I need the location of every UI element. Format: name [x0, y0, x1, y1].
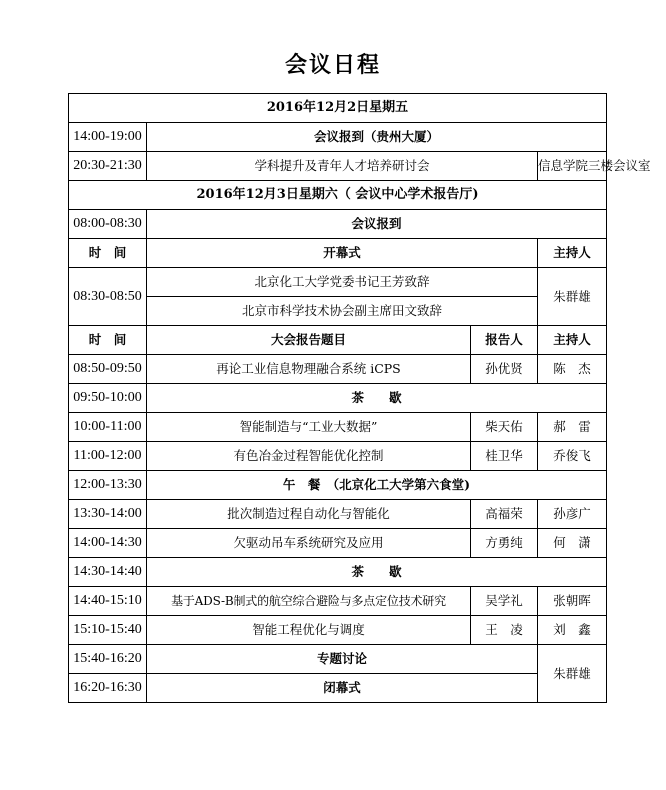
speech-cell: 北京市科学技术协会副主席田文致辞 — [147, 297, 538, 326]
reporter-header: 报告人 — [471, 326, 538, 355]
topic-cell: 基于ADS-B制式的航空综合避险与多点定位技术研究 — [147, 587, 471, 616]
time-cell: 09:50-10:00 — [69, 384, 147, 413]
day1-date-row — [69, 94, 607, 123]
topic-cell: 批次制造过程自动化与智能化 — [147, 500, 471, 529]
plenary-header-row — [69, 326, 607, 355]
table-row — [69, 123, 607, 152]
opening-title: 开幕式 — [147, 239, 538, 268]
table-row — [69, 616, 607, 645]
table-row — [69, 297, 607, 326]
time-cell: 12:00-13:30 — [69, 471, 147, 500]
reporter-cell: 高福荣 — [471, 500, 538, 529]
host-cell: 朱群雄 — [538, 645, 607, 703]
reporter-cell: 王 凌 — [471, 616, 538, 645]
time-header: 时 间 — [69, 239, 147, 268]
time-cell: 08:00-08:30 — [69, 210, 147, 239]
reporter-cell: 柴天佑 — [471, 413, 538, 442]
schedule-table — [68, 93, 651, 703]
topic-cell: 智能工程优化与调度 — [147, 616, 471, 645]
table-row — [69, 471, 607, 500]
time-cell: 16:20-16:30 — [69, 674, 147, 703]
time-cell: 14:30-14:40 — [69, 558, 147, 587]
closing-cell: 闭幕式 — [147, 674, 538, 703]
time-cell: 13:30-14:00 — [69, 500, 147, 529]
session-cell: 学科提升及青年人才培养研讨会 — [147, 152, 538, 181]
venue-cell: 信息学院三楼会议室 — [538, 152, 607, 181]
discussion-cell: 专题讨论 — [147, 645, 538, 674]
session-cell: 会议报到 — [147, 210, 607, 239]
topic-header: 大会报告题目 — [147, 326, 471, 355]
table-row — [69, 413, 607, 442]
session-cell: 会议报到（贵州大厦） — [147, 123, 607, 152]
table-row — [69, 645, 607, 674]
reporter-cell: 方勇纯 — [471, 529, 538, 558]
host-cell: 朱群雄 — [538, 268, 607, 326]
host-header: 主持人 — [538, 239, 607, 268]
host-cell: 张朝晖 — [538, 587, 607, 616]
day1-date: 2016年12月2日星期五 — [69, 94, 607, 123]
time-cell: 15:40-16:20 — [69, 645, 147, 674]
topic-cell: 智能制造与“工业大数据” — [147, 413, 471, 442]
time-cell: 08:30-08:50 — [69, 268, 147, 326]
opening-header-row — [69, 239, 607, 268]
day2-date: 2016年12月3日星期六（ 会议中心学术报告厅) — [69, 181, 607, 210]
table-row — [69, 500, 607, 529]
lunch-cell: 午 餐 （北京化工大学第六食堂) — [147, 471, 607, 500]
table-row — [69, 152, 607, 181]
host-cell: 何 潇 — [538, 529, 607, 558]
table-row — [69, 355, 607, 384]
time-cell: 08:50-09:50 — [69, 355, 147, 384]
table-row — [69, 558, 607, 587]
reporter-cell: 孙优贤 — [471, 355, 538, 384]
host-cell: 乔俊飞 — [538, 442, 607, 471]
host-cell: 陈 杰 — [538, 355, 607, 384]
time-cell: 14:00-19:00 — [69, 123, 147, 152]
time-cell: 11:00-12:00 — [69, 442, 147, 471]
break-cell: 茶 歇 — [147, 384, 607, 413]
host-cell: 郝 雷 — [538, 413, 607, 442]
table-row — [69, 210, 607, 239]
table-row — [69, 587, 607, 616]
table-row — [69, 384, 607, 413]
break-cell: 茶 歇 — [147, 558, 607, 587]
reporter-cell: 桂卫华 — [471, 442, 538, 471]
time-cell: 20:30-21:30 — [69, 152, 147, 181]
host-cell: 孙彦广 — [538, 500, 607, 529]
table-row — [69, 529, 607, 558]
time-cell: 14:40-15:10 — [69, 587, 147, 616]
time-cell: 15:10-15:40 — [69, 616, 147, 645]
speech-cell: 北京化工大学党委书记王芳致辞 — [147, 268, 538, 297]
topic-cell: 欠驱动吊车系统研究及应用 — [147, 529, 471, 558]
host-header: 主持人 — [538, 326, 607, 355]
table-row — [69, 674, 607, 703]
reporter-cell: 吴学礼 — [471, 587, 538, 616]
page-title: 会议日程 — [284, 53, 381, 78]
time-cell: 10:00-11:00 — [69, 413, 147, 442]
host-cell: 刘 鑫 — [538, 616, 607, 645]
topic-cell: 有色冶金过程智能优化控制 — [147, 442, 471, 471]
day2-date-row — [69, 181, 607, 210]
time-cell: 14:00-14:30 — [69, 529, 147, 558]
table-row — [69, 442, 607, 471]
table-row — [69, 268, 607, 297]
time-header: 时 间 — [69, 326, 147, 355]
topic-cell: 再论工业信息物理融合系统 iCPS — [147, 355, 471, 384]
